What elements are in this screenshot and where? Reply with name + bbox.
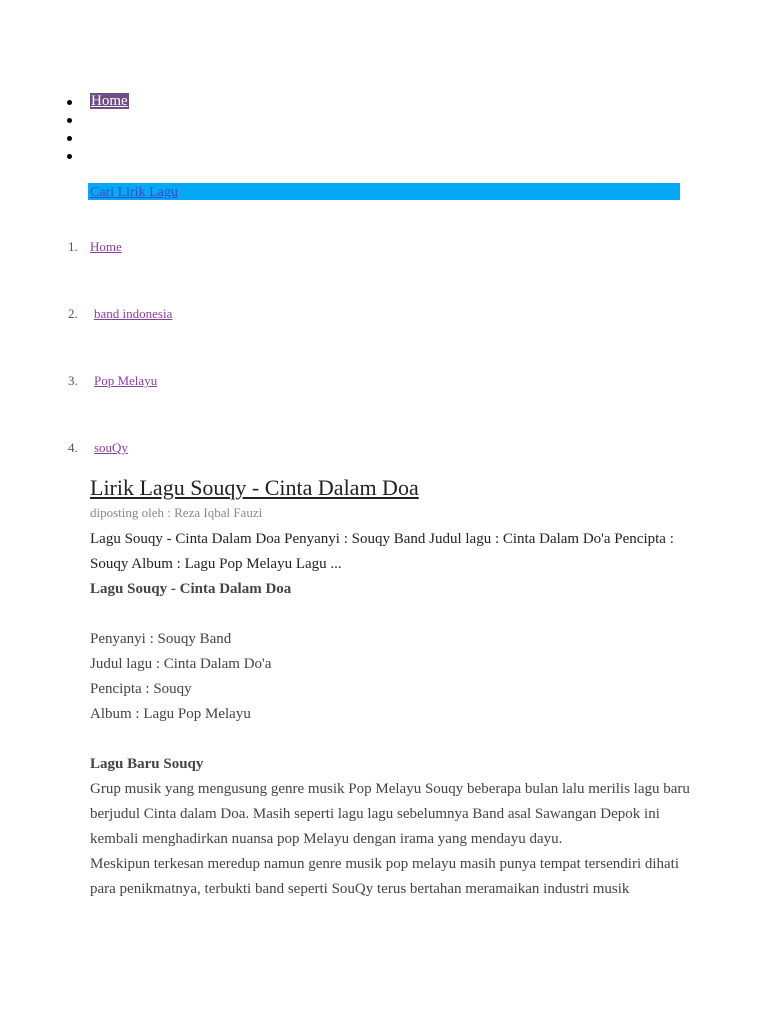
info-singer: Penyanyi : Souqy Band	[90, 631, 232, 647]
post-snippet: Lagu Souqy - Cinta Dalam Doa Penyanyi : Souqy Band Judul lagu : Cinta Dalam Do'a Pencipta : Souqy Album : Lagu Pop Melayu Lagu ...	[90, 531, 674, 572]
post-bold-title: Lagu Souqy - Cinta Dalam Doa	[90, 581, 292, 597]
breadcrumb-link-pop-melayu[interactable]: Pop Melayu	[94, 373, 158, 388]
post	[90, 474, 690, 902]
nav-item-3[interactable]	[0, 128, 129, 146]
breadcrumb-link-souqy[interactable]: souQy	[94, 440, 128, 455]
main-nav	[0, 92, 129, 164]
nav-item-2[interactable]	[0, 110, 129, 128]
breadcrumb-link-band-indonesia[interactable]: band indonesia	[94, 306, 173, 321]
breadcrumb-number: 3.	[68, 373, 78, 388]
search-bar[interactable]	[88, 183, 680, 200]
post-title[interactable]: Lirik Lagu Souqy - Cinta Dalam Doa	[90, 475, 419, 500]
nav-home-link[interactable]: Home	[91, 93, 128, 109]
search-lyrics-link[interactable]: Cari Lirik Lagu	[90, 185, 178, 200]
breadcrumb-number: 2.	[68, 306, 78, 321]
info-composer: Pencipta : Souqy	[90, 681, 192, 697]
breadcrumb-link-home[interactable]: Home	[90, 239, 122, 254]
breadcrumb-number: 4.	[68, 440, 78, 455]
nav-item-4[interactable]	[0, 146, 129, 164]
post-paragraph-1: Grup musik yang mengusung genre musik Pop Melayu Souqy beberapa bulan lalu merilis lagu baru berjudul Cinta dalam Doa. Masih seperti lagu lagu sebelumnya Band asal Sawangan Depok ini kembali menghadirkan nuansa pop Melayu dengan irama yang mendayu dayu.	[90, 781, 690, 847]
song-info	[90, 627, 690, 727]
post-author: diposting oleh : Reza Iqbal Fauzi	[90, 505, 263, 520]
nav-item-home[interactable]	[0, 92, 129, 110]
post-paragraph-2: Meskipun terkesan meredup namun genre musik pop melayu masih punya tempat tersendiri dihati para penikmatnya, terbukti band seperti SouQy terus bertahan meramaikan industri musik	[90, 856, 680, 897]
post-subheading: Lagu Baru Souqy	[90, 756, 204, 772]
info-song-title: Judul lagu : Cinta Dalam Do'a	[90, 656, 272, 672]
info-album: Album : Lagu Pop Melayu	[90, 706, 251, 722]
breadcrumb-number: 1.	[68, 239, 78, 254]
